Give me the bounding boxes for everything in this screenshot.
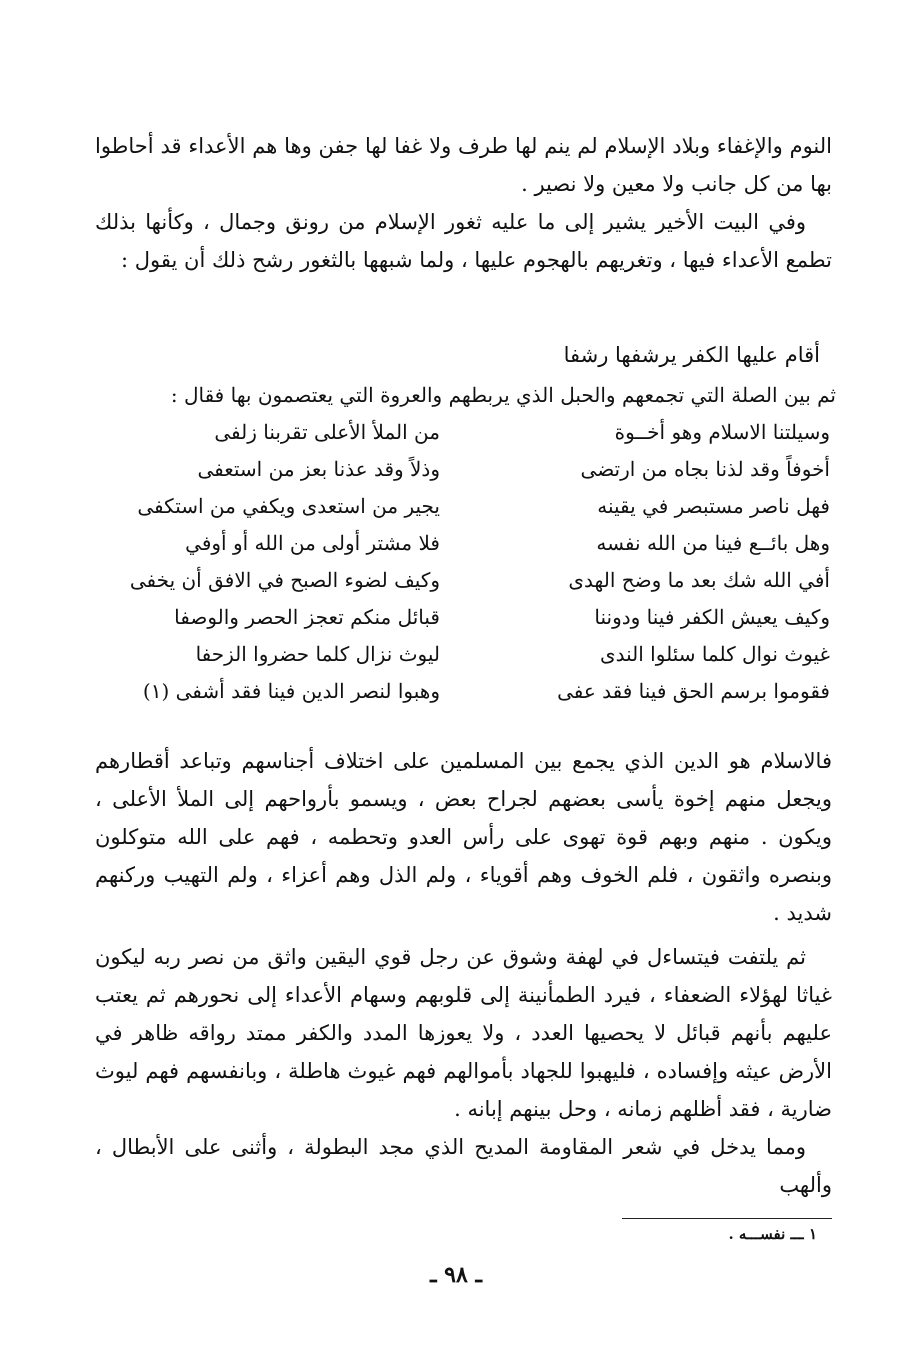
couplet — [112, 636, 830, 673]
hemistich-second: وهبوا لنصر الدين فينا فقد أشفى (١) — [142, 679, 440, 703]
hemistich-second: وذلاً وقد عذنا بعز من استعفى — [197, 457, 440, 481]
hemistich-second: يجير من استعدى ويكفي من استكفى — [137, 494, 440, 518]
paragraph: ومما يدخل في شعر المقاومة المديح الذي مجد البطولة ، وأثنى على الأبطال ، وألهب — [95, 1135, 832, 1197]
middle-text-block — [95, 742, 832, 932]
couplet — [112, 673, 830, 710]
paragraph: وفي البيت الأخير يشير إلى ما عليه ثغور الإسلام من رونق وجمال ، وكأنها بذلك تطمع الأعداء فيها ، وتغريهم بالهجوم عليها ، ولما شبهها بالثغور رشح ذلك أن يقول : — [95, 210, 832, 272]
hemistich-first: أخوفاً وقد لذنا بجاه من ارتضى — [580, 457, 830, 481]
bottom-text-block — [95, 938, 832, 1204]
poem-intro-line: ثم بين الصلة التي تجمعهم والحبل الذي يربطهم والعروة التي يعتصمون بها فقال : — [170, 383, 836, 407]
hemistich-first: غيوث نوال كلما سئلوا الندى — [599, 642, 830, 666]
top-text-block — [95, 127, 832, 279]
hemistich-second: ليوث نزال كلما حضروا الزحفا — [195, 642, 440, 666]
paragraph: فالاسلام هو الدين الذي يجمع بين المسلمين على اختلاف أجناسهم وتباعد أقطارهم ويجعل منهم إخوة يأسى بعضهم لجراح بعض ، ويسمو بأرواحهم إلى الملأ الأعلى ، ويكون . منهم وبهم قوة تهوى على رأس العدو وتحطمه ، فهم على الله متوكلون وبنصره واثقون ، فلم الخوف وهم أقوياء ، ولم الذل وهم أعزاء ، ولم التهيب وركنهم شديد . — [95, 749, 832, 925]
hemistich-first: فقوموا برسم الحق فينا فقد عفى — [557, 679, 830, 703]
paragraph: ثم يلتفت فيتساءل في لهفة وشوق عن رجل قوي اليقين واثق من نصر ربه ليكون غياثا لهؤلاء الضعفاء ، فيرد الطمأنينة إلى قلوبهم وسهام الأعداء إلى نحورهم ثم يعتب عليهم بأنهم قبائل لا يحصيها العدد ، ولا يعوزها المدد والكفر ممتد رواقه ظاهر في الأرض عيثه وإفساده ، فليهبوا للجهاد بأموالهم فهم غيوث هاطلة ، وبانفسهم فهم ليوث ضارية ، فقد أظلهم زمانه ، وحل بينهم إبانه . — [95, 945, 832, 1121]
paragraph: النوم والإغفاء وبلاد الإسلام لم ينم لها طرف ولا غفا لها جفن وها هم الأعداء قد أحاطوا بها من كل جانب ولا معين ولا نصير . — [95, 134, 832, 196]
couplet — [112, 488, 830, 525]
hemistich-second: قبائل منكم تعجز الحصر والوصفا — [174, 605, 440, 629]
couplet — [112, 599, 830, 636]
page-number: ـ ٩٨ ـ — [430, 1262, 482, 1288]
hemistich-first: وهل بائــع فينا من الله نفسه — [596, 531, 830, 555]
hemistich-first: وسيلتنا الاسلام وهو أخــوة — [614, 420, 830, 444]
couplet — [112, 414, 830, 451]
hemistich-first: وكيف يعيش الكفر فينا ودوننا — [594, 605, 830, 629]
poem-couplets — [112, 414, 830, 710]
couplet — [112, 451, 830, 488]
hemistich-first: أفي الله شك بعد ما وضح الهدى — [568, 568, 830, 592]
hemistich-second: وكيف لضوء الصبح في الافق أن يخفى — [129, 568, 440, 592]
couplet — [112, 562, 830, 599]
lone-verse: أقام عليها الكفر يرشفها رشفا — [563, 343, 820, 367]
footnote: ١ ـــ نفســـه . — [728, 1225, 817, 1243]
hemistich-second: فلا مشتر أولى من الله أو أوفي — [185, 531, 440, 555]
hemistich-first: فهل ناصر مستبصر في يقينه — [597, 494, 830, 518]
couplet — [112, 525, 830, 562]
footnote-divider — [622, 1218, 832, 1219]
hemistich-second: من الملأ الأعلى تقربنا زلفى — [214, 420, 440, 444]
